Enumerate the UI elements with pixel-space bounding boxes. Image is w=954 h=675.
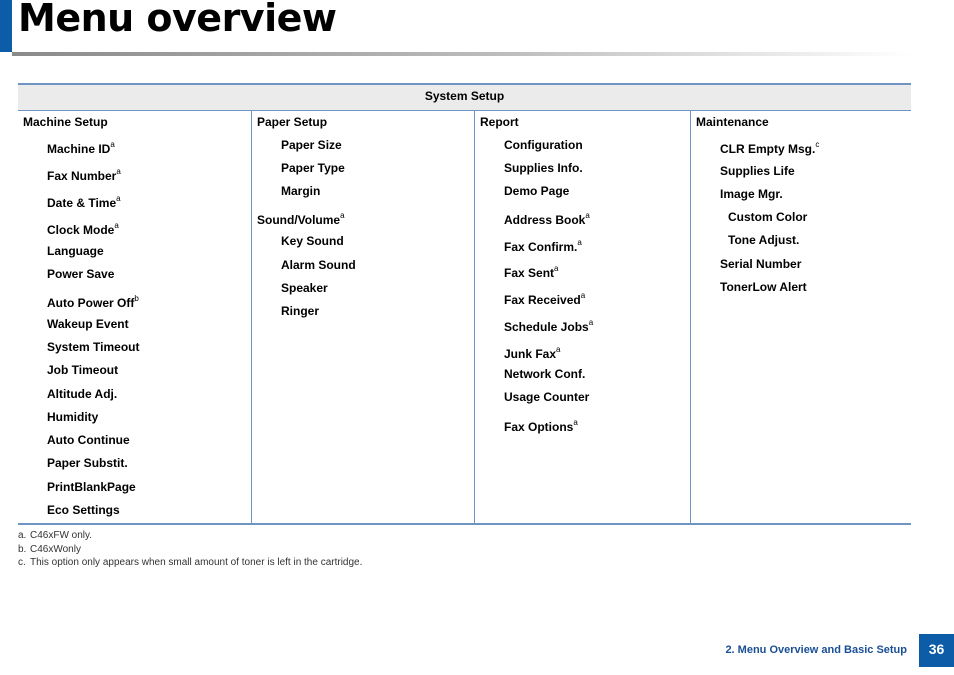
- menu-item-machine-id: Machine $ID^a$: [47, 140, 115, 156]
- page-title: Menu overview: [18, 0, 337, 40]
- column-maintenance: [690, 111, 912, 523]
- menu-item-clr-empty-msg: CLR Empty Msg.$^c$: [720, 140, 820, 156]
- menu-item-clock-mode: Clock Mode$^a$: [47, 221, 119, 237]
- menu-item-paper-type: Paper Type: [281, 161, 345, 175]
- menu-item-print-blank-page: PrintBlankPage: [47, 480, 136, 494]
- column-heading: Maintenance: [696, 115, 769, 129]
- column-heading: Paper Setup: [257, 115, 328, 129]
- menu-item-wakeup-event: Wakeup Event: [47, 317, 129, 331]
- menu-item-auto-continue: Auto Continue: [47, 433, 130, 447]
- menu-item-paper-substit: Paper Substit.: [47, 456, 128, 470]
- menu-item-junk-fax: Junk Fax$^a$: [504, 345, 561, 361]
- menu-item-altitude-adj: Altitude Adj.: [47, 387, 118, 401]
- menu-item-paper-size: Paper Size: [281, 138, 342, 152]
- column-paper-setup: [251, 111, 475, 523]
- column-heading: Machine Setup: [23, 115, 108, 129]
- title-accent-bar: [0, 0, 12, 52]
- page-number: 36: [919, 634, 954, 667]
- menu-item-usage-counter: Usage Counter: [504, 390, 590, 404]
- menu-item-serial-number: Serial Number: [720, 257, 802, 271]
- table-body: [18, 111, 911, 525]
- menu-item-tone-adjust: Tone Adjust.: [728, 233, 800, 247]
- menu-item-job-timeout: Job Timeout: [47, 363, 119, 377]
- footnote: c. This option only appears when small amount of toner is left in the cartridge.: [18, 557, 363, 568]
- menu-item-ringer: Ringer: [281, 304, 320, 318]
- menu-item-auto-power-off: Auto Power Off$^b$: [47, 294, 139, 310]
- column-heading: Report: [480, 115, 519, 129]
- column-report: [474, 111, 691, 523]
- menu-item-configuration: Configuration: [504, 138, 583, 152]
- menu-item-system-timeout: System Timeout: [47, 340, 140, 354]
- menu-item-humidity: Humidity: [47, 410, 99, 424]
- footnote: b. C46xWonly: [18, 543, 81, 555]
- menu-item-fax-sent: Fax Sent$^a$: [504, 264, 559, 280]
- title-divider: [12, 52, 912, 56]
- menu-item-margin: Margin: [281, 184, 321, 198]
- footnote: a. C46xFW only.: [18, 530, 93, 541]
- menu-item-date-time: Date & Time$^a$: [47, 194, 121, 210]
- column-machine-setup: [18, 111, 251, 523]
- menu-item-eco-settings: Eco Settings: [47, 503, 120, 517]
- footer-chapter-link[interactable]: 2. Menu Overview and Basic Setup: [725, 644, 907, 656]
- menu-item-fax-confirm: Fax Confirm.$^a$: [504, 238, 582, 254]
- menu-item-image-mgr: Image Mgr.: [720, 187, 783, 201]
- menu-item-supplies-life: Supplies Life: [720, 164, 795, 178]
- menu-item-power-save: Power Save: [47, 267, 115, 281]
- menu-item-alarm-sound: Alarm Sound: [281, 258, 356, 272]
- menu-item-network-conf: Network Conf.: [504, 367, 586, 381]
- menu-item-address-book: Address Book$^a$: [504, 211, 590, 227]
- menu-item-demo-page: Demo Page: [504, 184, 570, 198]
- menu-item-custom-color: Custom Color: [728, 210, 808, 224]
- section-heading-sound-volume: Sound/Volume$^a$: [257, 211, 345, 227]
- menu-item-supplies-info: Supplies Info.: [504, 161, 583, 175]
- menu-item-fax-options: Fax Options$^a$: [504, 418, 578, 434]
- menu-item-schedule-jobs: Schedule Jobs$^a$: [504, 318, 594, 334]
- menu-item-speaker: Speaker: [281, 281, 328, 295]
- table-header: System Setup: [18, 83, 911, 111]
- menu-item-key-sound: Key Sound: [281, 234, 344, 248]
- menu-item-tonerlow-alert: TonerLow Alert: [720, 280, 807, 294]
- menu-item-fax-number: Fax Number$^a$: [47, 167, 121, 183]
- menu-item-fax-received: Fax Received$^a$: [504, 291, 586, 307]
- footnotes: [18, 529, 362, 570]
- system-setup-table: [18, 83, 911, 525]
- menu-item-language: Language: [47, 244, 104, 258]
